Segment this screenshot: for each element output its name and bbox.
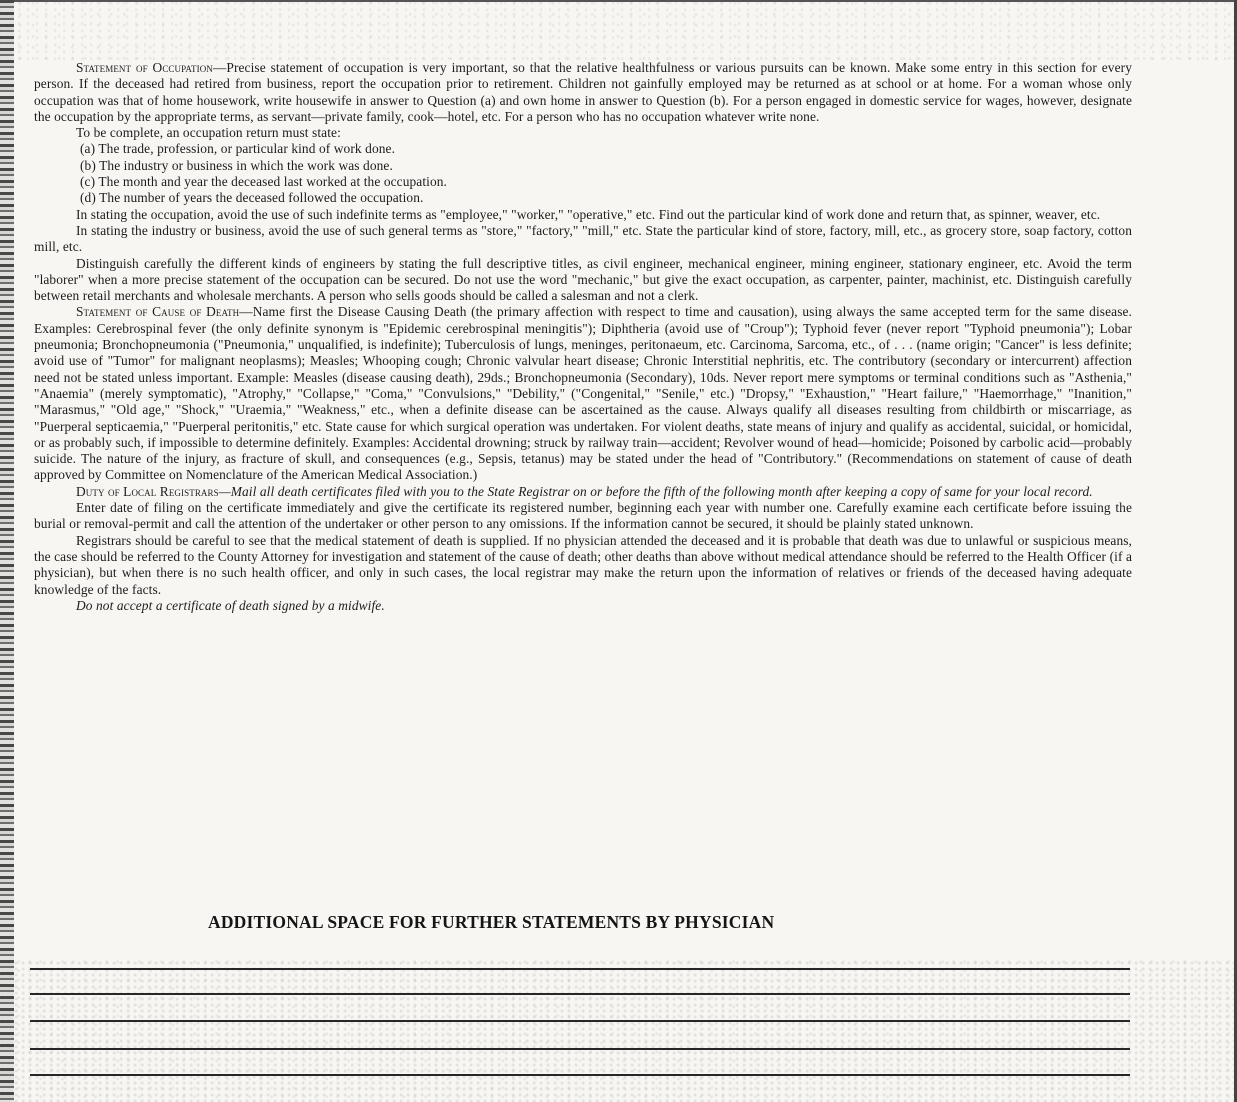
writing-line: [30, 1020, 1130, 1022]
registrars-medical-statement: Registrars should be careful to see that the medical statement of death is supplied. If no physician attended the deceased and it is probable that death was due to unlawful or suspicious means, the case should be referred to the County Attorney for investigation and statement of the cause of death; other deaths than above without medical attendance should be referred to the Health Officer (if a physician), but when there is no such health officer, and only in such cases, the local registrar may make the return upon the information of relatives or friends of the deceased having adequate knowledge of the facts.: [34, 532, 1132, 597]
list-item: (a) The trade, profession, or particular kind of work done.: [80, 141, 396, 157]
cause-paragraph: [34, 304, 1132, 483]
occupation-heading: Statement of Occupation: [76, 60, 213, 75]
occupation-engineers: Distinguish carefully the different kinds of engineers by stating the full descriptive titles, as civil engineer, mechanical engineer, mining engineer, stationary engineer, etc. Avoid the term "laborer" when a more precise statement of the occupation can be secured. Do not use the word "mechanic," but give the exact occupation, as carpenter, painter, machinist, etc. Distinguish carefully between retail merchants and wholesale merchants. A person who sells goods should be called a salesman and not a clerk.: [34, 255, 1132, 304]
writing-line: [30, 1048, 1130, 1050]
scan-noise-bottom: [0, 960, 1237, 1102]
list-item: (b) The industry or business in which the work was done.: [80, 157, 393, 173]
list-item: (c) The month and year the deceased last worked at the occupation.: [80, 174, 448, 190]
registrars-filing: Enter date of filing on the certificate immediately and give the certificate its registered number, beginning each year with number one. Carefully examine each certificate before issuing the burial or removal-permit and call the attention of the undertaker or other person to any omissions. If the information cannot be secured, it should be plainly stated unknown.: [34, 500, 1132, 532]
writing-line: [30, 993, 1130, 995]
midwife-text: Do not accept a certificate of death signed by a midwife.: [76, 597, 385, 613]
occupation-text: —Precise statement of occupation is very important, so that the relative healthfulness or various pursuits can be known. Make some entry in this section for every person. If the deceased had retired from business, report the occupation prior to retirement. Children not gainfully employed may be returned as at school or at home. For a woman whose only occupation was that of home housework, write housewife in answer to Question (a) and own home in answer to Question (b). For a person engaged in domestic service for wages, however, designate the occupation by the appropriate terms, as servant—private family, cook—hotel, etc. For a person who has no occupation whatever write none.: [34, 60, 1132, 124]
cause-heading: Statement of Cause of Death: [76, 304, 240, 320]
occupation-paragraph: [34, 60, 1132, 125]
scan-top-edge: [14, 0, 1237, 2]
registrars-midwife: [34, 598, 1132, 614]
registrars-heading: Duty of Local Registrars: [76, 483, 219, 499]
list-item: (d) The number of years the deceased followed the occupation.: [80, 190, 424, 206]
scan-left-edge: [0, 0, 14, 1102]
occupation-indefinite-terms: In stating the occupation, avoid the use of such indefinite terms as "employee," "worker," "operative," etc. Find out the particular kind of work done and return that, as spinner, weaver, etc.: [76, 206, 1101, 222]
instructions-text: [34, 60, 1132, 614]
occupation-requirements-list: [34, 141, 1132, 206]
scan-noise-top: [0, 0, 1237, 60]
additional-space-heading: ADDITIONAL SPACE FOR FURTHER STATEMENTS BY PHYSICIAN: [208, 912, 775, 932]
registrars-text: —Mail all death certificates filed with you to the State Registrar on or before the fifth of the following month after keeping a copy of same for your local record.: [218, 483, 1093, 499]
registrars-paragraph: [34, 484, 1132, 500]
cause-text: —Name first the Disease Causing Death (the primary affection with respect to time and causation), using always the same accepted term for the same disease. Examples: Cerebrospinal fever (the only definite synonym is "Epidemic cerebrospinal meningitis"); Diphtheria (avoid use of "Croup"); Typhoid fever (never report "Typhoid pneumonia"); Lobar pneumonia; Bronchopneumonia ("Pneumonia," unqualified, is indefinite); Tuberculosis of lungs, meninges, peritonaeum, etc. Carcinoma, Sarcoma, etc., of . . . (name origin; "Cancer" is less definite; avoid use of "Tumor" for malignant neoplasms); Measles; Whooping cough; Chronic valvular heart disease; Chronic Interstitial nephritis, etc. The contributory (secondary or intercurrent) affection need not be stated unless important. Example: Measles (disease causing death), 29ds.; Bronchopneumonia (Secondary), 10ds. Never report mere symptoms or terminal conditions such as "Asthenia," "Anaemia" (merely symptomatic), "Atrophy," "Collapse," "Coma," "Convulsions," "Debility," ("Congenital," "Senile," etc.) "Dropsy," "Exhaustion," "Heart failure," "Haemorrhage," "Inanition," "Marasmus," "Old age," "Shock," "Uraemia," "Weakness," etc., when a definite disease can be ascertained as the cause. Always qualify all diseases resulting from childbirth or miscarriage, as "Puerperal septicaemia," "Puerperal peritonitis," etc. State cause for which surgical operation was undertaken. For violent deaths, state means of injury and qualify as accidental, suicidal, or homicidal, or as probably such, if impossible to determine definitely. Examples: Accidental drowning; struck by railway train—accident; Revolver wound of head—homicide; Poisoned by carbolic acid—probably suicide. The nature of the injury, as fracture of skull, and consequences (e.g., Sepsis, tetanus) may be stated under the head of "Contributory." (Recommendations on statement of cause of death approved by Committee on Nomenclature of the American Medical Association.): [34, 304, 1132, 483]
occupation-intro: To be complete, an occupation return must state:: [76, 125, 341, 141]
writing-line: [30, 1074, 1130, 1076]
occupation-industry: In stating the industry or business, avoid the use of such general terms as "store," "factory," "mill," etc. State the particular kind of store, factory, mill, etc., as grocery store, soap factory, cotton mill, etc.: [34, 222, 1132, 255]
writing-line: [30, 968, 1130, 970]
